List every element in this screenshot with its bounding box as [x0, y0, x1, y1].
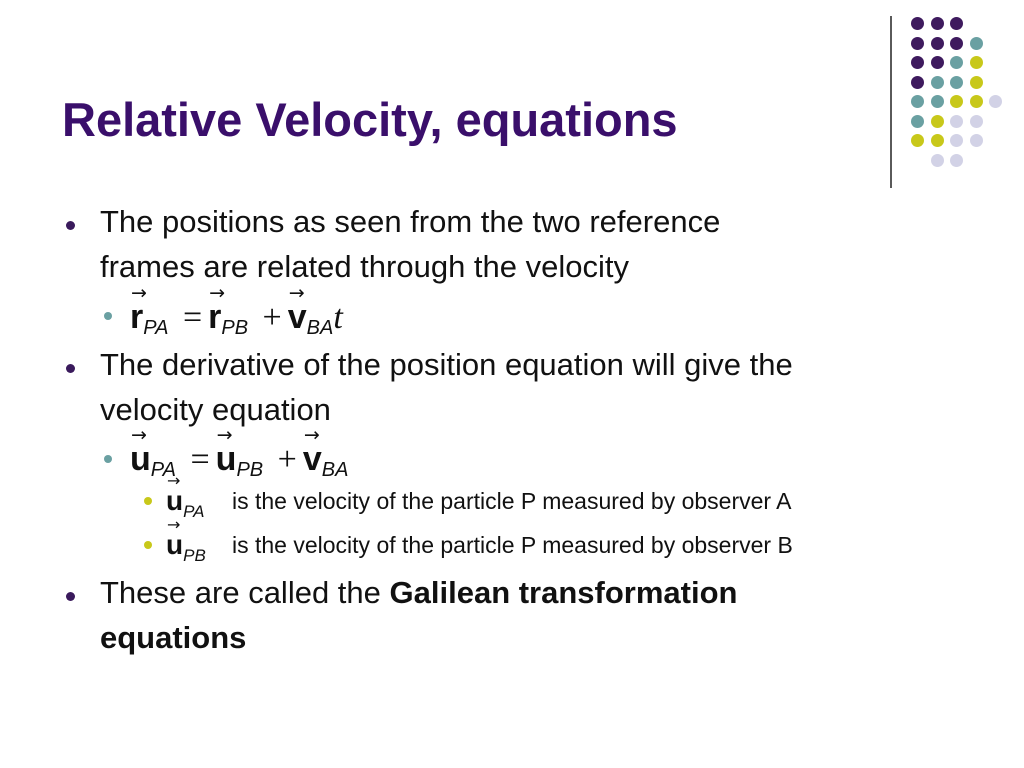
- decorative-dot: [931, 76, 944, 89]
- decorative-dot: [970, 95, 983, 108]
- subscript: BA: [306, 317, 334, 339]
- u-vector: → u: [216, 440, 237, 479]
- decorative-dot: [950, 95, 963, 108]
- subscript: PB: [221, 317, 249, 339]
- equals-sign: =: [190, 441, 210, 478]
- bullet-marker: [144, 497, 152, 505]
- decorative-dot: [931, 17, 944, 30]
- sub-bullet-text: is the velocity of the particle P measured by observer B: [232, 532, 793, 558]
- bullet-text: [100, 342, 793, 432]
- decorative-dot: [970, 115, 983, 128]
- velocity-equation: [130, 440, 348, 482]
- bullet-line: The positions as seen from the two reference: [100, 204, 721, 239]
- decorative-dot: [931, 56, 944, 69]
- bullet-line: The derivative of the position equation will give the: [100, 347, 793, 382]
- decorative-dot: [950, 37, 963, 50]
- bold-term: equations: [100, 620, 247, 655]
- decorative-dot: [911, 37, 924, 50]
- decorative-dot: [911, 56, 924, 69]
- decorative-divider: [890, 16, 892, 188]
- decorative-dot: [970, 134, 983, 147]
- subscript: PA: [183, 502, 205, 521]
- decorative-dot: [950, 17, 963, 30]
- decorative-dot: [911, 17, 924, 30]
- decorative-dot: [911, 95, 924, 108]
- bullet-line: [100, 615, 737, 660]
- decorative-dot: [911, 76, 924, 89]
- decorative-dot: [950, 134, 963, 147]
- decorative-dot: [931, 37, 944, 50]
- v-vector: → v: [288, 298, 307, 337]
- u-vector: → u: [130, 440, 151, 479]
- decorative-dot: [989, 95, 1002, 108]
- bullet-line: frames are related through the velocity: [100, 249, 629, 284]
- bullet-line: velocity equation: [100, 392, 331, 427]
- time-variable: t: [333, 299, 343, 336]
- subscript: PA: [150, 459, 176, 481]
- r-vector: → r: [208, 298, 221, 337]
- bullet-marker: [66, 364, 75, 373]
- bullet-marker: [66, 221, 75, 230]
- u-vector: → u: [166, 529, 183, 561]
- slide-title: Relative Velocity, equations: [62, 93, 678, 146]
- decorative-dot: [950, 154, 963, 167]
- r-vector: → r: [130, 298, 143, 337]
- decorative-dot: [970, 56, 983, 69]
- bullet-text: [100, 199, 720, 289]
- equals-sign: =: [182, 299, 203, 336]
- bullet-marker: [144, 541, 152, 549]
- decorative-dot: [931, 154, 944, 167]
- decorative-dot: [970, 37, 983, 50]
- subscript: PB: [183, 546, 206, 565]
- bullet-text: [100, 570, 737, 660]
- decorative-dot: [911, 115, 924, 128]
- u-pb-symbol: [166, 529, 206, 566]
- bullet-line: [100, 570, 737, 615]
- decorative-dot: [950, 115, 963, 128]
- decorative-dot: [911, 134, 924, 147]
- plus-sign: +: [262, 299, 282, 336]
- decorative-dot: [931, 95, 944, 108]
- subscript: PB: [236, 459, 264, 481]
- sub-bullet-text: is the velocity of the particle P measured by observer A: [232, 488, 792, 514]
- decorative-dot: [931, 115, 944, 128]
- bullet-marker: [66, 592, 75, 601]
- bullet-marker: [104, 312, 112, 320]
- v-vector: → v: [303, 440, 322, 479]
- bullet-marker: [104, 455, 112, 463]
- subscript: BA: [321, 459, 349, 481]
- u-vector: → u: [166, 485, 183, 517]
- decorative-dot: [950, 56, 963, 69]
- plus-sign: +: [277, 441, 297, 478]
- decorative-dot: [931, 134, 944, 147]
- plain-text: These are called the: [100, 575, 390, 610]
- position-equation: [130, 298, 343, 340]
- decorative-dot: [970, 76, 983, 89]
- subscript: PA: [143, 317, 169, 339]
- decorative-dot: [950, 76, 963, 89]
- bold-term: Galilean transformation: [389, 575, 738, 610]
